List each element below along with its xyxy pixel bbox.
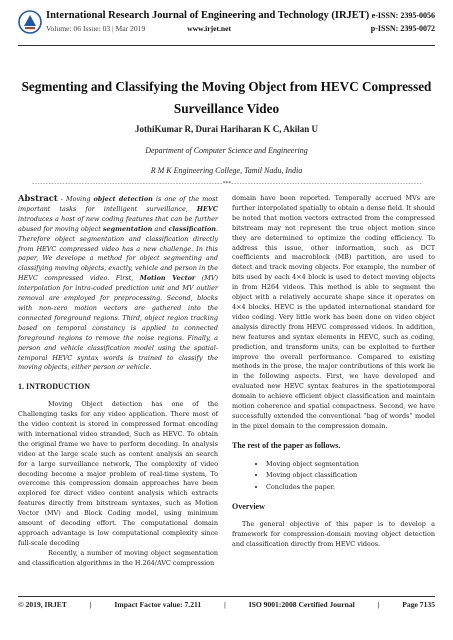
irjet-logo-icon	[18, 10, 42, 34]
e-issn: e-ISSN: 2395-0056	[371, 11, 435, 20]
abstract-bold: Motion Vector	[139, 274, 196, 283]
impact-factor: Impact Factor value: 7.211	[114, 600, 202, 609]
department: Department of Computer Science and Engineering	[145, 146, 308, 155]
intro-heading: 1. INTRODUCTION	[18, 382, 91, 392]
overview-heading: Overview	[232, 502, 265, 512]
left-column	[18, 194, 218, 569]
authors: JothiKumar R, Durai Hariharan K C, Akilan U	[134, 124, 319, 134]
copyright: © 2019, IRJET	[18, 600, 67, 609]
abstract-bold: object detection	[93, 195, 153, 203]
intro-paragraph-2: Recently, a number of moving object segmentation and classification algorithms in the H.264/AVC compression	[18, 548, 218, 567]
page-number: Page 7135	[402, 600, 435, 609]
footer-divider: |	[89, 600, 92, 609]
abstract-text: is one of the most important tasks for intelligent surveillance,	[18, 195, 218, 213]
abstract-text: and	[152, 224, 169, 233]
contents-list	[232, 459, 435, 494]
list-item: • Moving object classification	[266, 470, 435, 482]
abstract-label: Abstract	[18, 193, 58, 203]
overview-paragraph: The general objective of this paper is to develop a framework for compression-domain moving object detection and classification directly from HEVC videos.	[232, 520, 435, 548]
intro-paragraph-1: Moving Object detection has one of the Challenging tasks for any video application. There most of the video content is stored in compressed format encoding with international video stranded, Such as HEVC. To obtain the original frame we have to perform decoding. In analysis video at the large scale such as content analysis an search for a large surveillance network, The complexity of video decoding become a major problem of real-time system, To overcome this compression domain approaches have been explored for direct video content analysis which extracts features directly from bitstream syntaxes, such as Motion Vector (MV) and Block Coding model, using minimum amount of decoding effort. The computational domain approach advantage is low computational complexity since full-scale decoding	[18, 400, 218, 547]
page-footer	[18, 600, 435, 609]
rest-heading: The rest of the paper as follows.	[232, 440, 341, 450]
abstract-text: (MV) interpolation for intra-coded prediction unit and MV outlier removal are employed for preprocessing. Second, blocks with non-zero motion vectors are gathered into the connected foreground regions. Third, object region tracking based on temporal constancy is applied to connected foreground regions to remove the noise regions. Finally, a person and vehicle classification model using the spatial-temporal HEVC syntax words is trained to classify the moving objects, either person or vehicle.	[18, 274, 218, 372]
title-line-2: Surveillance Video	[173, 101, 280, 116]
journal-meta	[46, 24, 231, 33]
abstract-bold: HEVC	[196, 204, 218, 213]
abstract-text: introduces a host of new coding features that can be further abused for moving object	[18, 214, 218, 233]
right-column	[232, 194, 435, 550]
college: R M K Engineering College, Tamil Nadu, India	[150, 166, 303, 175]
body-paragraph: domain have been reported. Temporally accrued MVs are further interpolated spatially to obtain a dense field. It should be noted that motion vectors extracted from the compressed bitstream may not represent the true object motion since they are determined to optimize the coding efficiency. To address this issue, other information, such as DCT coefficients and macroblock (MB) partition, are used to detect and track moving objects. For example, the number of bits used by each 4×4 block is used to detect moving objects in from H264 videos. This method is able to segment the object with a relatively accurate shape since it operates on 4×4 blocks. HEVC is the updated international standard for video coding. Very little work has been done on video object analysis directly from HEVC compressed videos. In addition, new features and syntax elements in HEVC, such as coding, prediction, and transform units, can be exploited to further improve the overall performance. Compared to existing methods in the prose, the major contributions of this work lie in the following aspects. First, we have developed and evaluated new HEVC syntax features in the spatiotemporal domain to achieve efficient object classification and maintain motion coherence and spatial compactness. Second, we have successfully extended the conventional “bag of words” model in the pixel domain to the compression domain.	[232, 194, 435, 430]
journal-header	[18, 10, 435, 44]
footer-rule	[18, 596, 435, 597]
section-separator: ---------------------------------------------------------------------***---------------------------------------------------------------------	[31, 181, 422, 187]
header-rule	[18, 45, 435, 46]
journal-url[interactable]: www.irjet.net	[187, 24, 232, 33]
list-item: • Moving object segmentation	[266, 459, 435, 471]
abstract-bold: segmentation	[102, 224, 153, 233]
list-item: • Concludes the paper.	[266, 482, 435, 494]
abstract-text: . Therefore object segmentation and classification directly from HEVC compressed video has a new challenge. In this paper, We develope a method for object segmenting and classifying moving objects, exactly, vehicle and person in the HEVC compressed video. First,	[18, 224, 218, 283]
footer-divider: |	[377, 600, 380, 609]
journal-name: International Research Journal of Engineering and Technology (IRJET)	[46, 10, 370, 21]
iso-certification: ISO 9001:2008 Certified Journal	[248, 600, 355, 609]
volume-info: Volume: 06 Issue: 03 | Mar 2019	[46, 24, 146, 33]
paper-title	[18, 76, 435, 120]
abstract-text: - Moving	[57, 195, 94, 203]
footer-divider: |	[224, 600, 226, 609]
abstract-bold: classification	[168, 224, 216, 233]
title-line-1: Segmenting and Classifying the Moving Object from HEVC Compressed	[21, 79, 432, 94]
p-issn: p-ISSN: 2395-0072	[370, 24, 435, 33]
abstract	[18, 194, 218, 373]
